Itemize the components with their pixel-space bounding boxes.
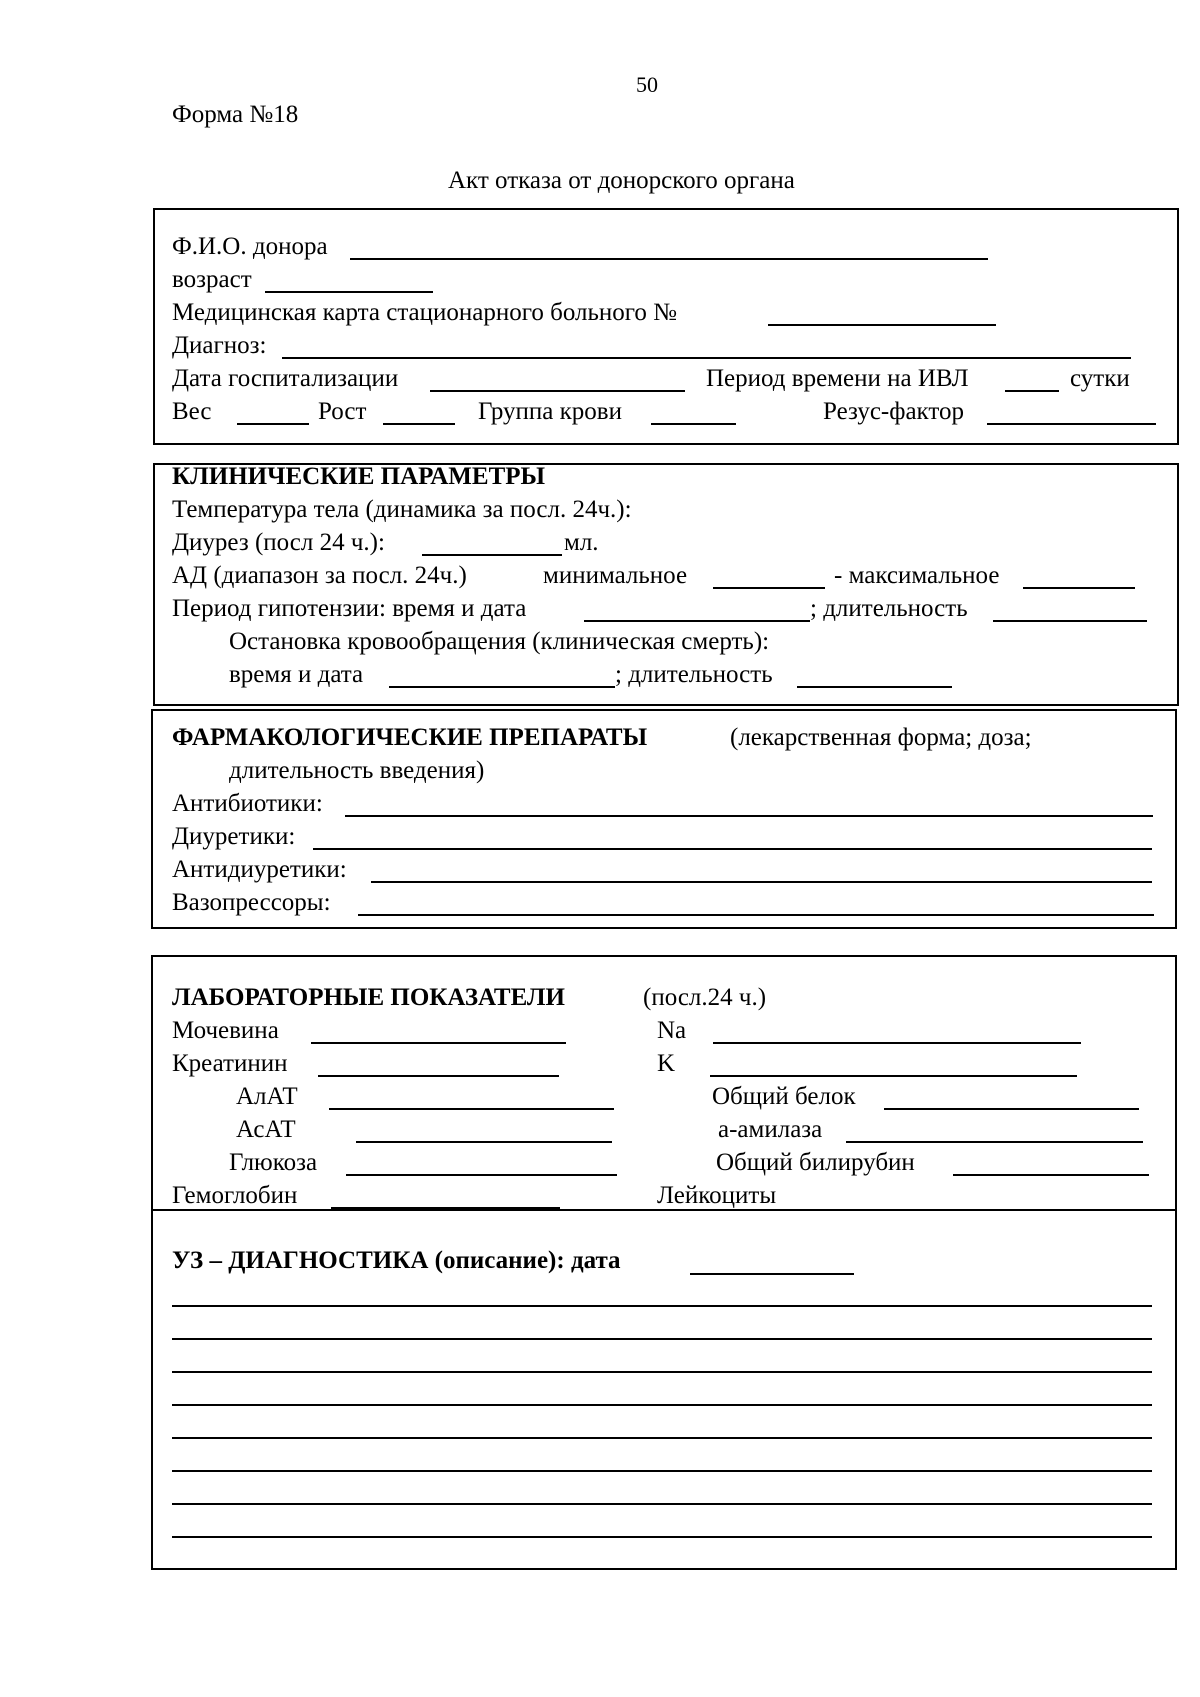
us-heading: УЗ – ДИАГНОСТИКА (описание): дата: [172, 1247, 621, 1274]
us-line-2[interactable]: [172, 1338, 1152, 1340]
us-line-7[interactable]: [172, 1503, 1152, 1505]
protein-field[interactable]: [884, 1108, 1139, 1110]
bilirubin-field[interactable]: [953, 1174, 1149, 1176]
ivl-period-field[interactable]: [1005, 390, 1059, 392]
hypotension-label: Период гипотензии: время и дата: [172, 595, 527, 622]
na-field[interactable]: [713, 1042, 1081, 1044]
blood-group-field[interactable]: [651, 423, 736, 425]
rhesus-field[interactable]: [987, 423, 1156, 425]
arrest-time-label: время и дата: [229, 661, 364, 688]
age-label: возраст: [172, 266, 252, 293]
hypotension-duration-field[interactable]: [993, 620, 1147, 622]
glucose-label: Глюкоза: [229, 1149, 318, 1176]
alat-label: АлАТ: [236, 1083, 298, 1110]
na-label: Na: [657, 1017, 687, 1044]
bp-min-label: минимальное: [543, 562, 688, 589]
glucose-field[interactable]: [346, 1174, 617, 1176]
vasopressors-label: Вазопрессоры:: [172, 889, 331, 916]
diuretics-label: Диуретики:: [172, 823, 296, 850]
diuresis-label: Диурез (посл 24 ч.):: [172, 529, 385, 556]
form-label: Форма №18: [172, 101, 299, 128]
us-line-6[interactable]: [172, 1470, 1152, 1472]
hosp-date-label: Дата госпитализации: [172, 365, 399, 392]
diagnosis-label: Диагноз:: [172, 332, 267, 359]
page-number: 50: [636, 72, 658, 97]
us-line-8[interactable]: [172, 1536, 1152, 1538]
vasopressors-field[interactable]: [358, 914, 1154, 916]
days-label: сутки: [1070, 365, 1130, 392]
amylase-field[interactable]: [846, 1141, 1143, 1143]
antidiuretics-field[interactable]: [371, 881, 1152, 883]
us-line-4[interactable]: [172, 1404, 1152, 1406]
urea-field[interactable]: [311, 1042, 566, 1044]
pharm-heading: ФАРМАКОЛОГИЧЕСКИЕ ПРЕПАРАТЫ: [172, 724, 648, 751]
hypotension-duration-label: ; длительность: [810, 595, 968, 622]
leukocytes-label: Лейкоциты: [657, 1182, 777, 1209]
k-label: K: [657, 1050, 676, 1077]
bp-max-label: - максимальное: [834, 562, 1000, 589]
hemoglobin-field[interactable]: [331, 1207, 560, 1209]
antibiotics-field[interactable]: [345, 815, 1153, 817]
height-field[interactable]: [383, 423, 455, 425]
creatinine-field[interactable]: [318, 1075, 559, 1077]
ml-label: мл.: [564, 529, 599, 556]
us-date-field[interactable]: [690, 1273, 854, 1275]
diagnosis-field[interactable]: [282, 357, 1131, 359]
creatinine-label: Креатинин: [172, 1050, 288, 1077]
alat-field[interactable]: [329, 1108, 614, 1110]
lab-heading: ЛАБОРАТОРНЫЕ ПОКАЗАТЕЛИ: [172, 984, 565, 1011]
bilirubin-label: Общий билирубин: [716, 1149, 915, 1176]
weight-field[interactable]: [237, 423, 309, 425]
k-field[interactable]: [710, 1075, 1077, 1077]
weight-label: Вес: [172, 398, 212, 425]
clinical-heading: КЛИНИЧЕСКИЕ ПАРАМЕТРЫ: [172, 463, 546, 490]
medcard-label: Медицинская карта стационарного больного №: [172, 299, 678, 326]
arrest-duration-label: ; длительность: [615, 661, 773, 688]
pharm-note-2: длительность введения): [229, 757, 485, 784]
arrest-date-field[interactable]: [389, 686, 615, 688]
blood-group-label: Группа крови: [478, 398, 622, 425]
hemoglobin-label: Гемоглобин: [172, 1182, 298, 1209]
pharm-note: (лекарственная форма; доза;: [730, 724, 1032, 751]
bp-min-field[interactable]: [713, 587, 825, 589]
asat-field[interactable]: [356, 1141, 612, 1143]
age-field[interactable]: [265, 291, 433, 293]
medcard-field[interactable]: [768, 324, 996, 326]
protein-label: Общий белок: [712, 1083, 856, 1110]
height-label: Рост: [318, 398, 367, 425]
arrest-label: Остановка кровообращения (клиническая смерть):: [229, 628, 770, 655]
diuretics-field[interactable]: [313, 848, 1152, 850]
amylase-label: a-амилаза: [718, 1116, 823, 1143]
lab-period: (посл.24 ч.): [643, 984, 767, 1011]
page-title: Акт отказа от донорского органа: [448, 167, 795, 194]
rhesus-label: Резус-фактор: [823, 398, 964, 425]
us-line-5[interactable]: [172, 1437, 1152, 1439]
arrest-duration-field[interactable]: [797, 686, 952, 688]
donor-fio-field[interactable]: [350, 258, 988, 260]
bp-max-field[interactable]: [1023, 587, 1135, 589]
us-line-3[interactable]: [172, 1371, 1152, 1373]
antibiotics-label: Антибиотики:: [172, 790, 323, 817]
hosp-date-field[interactable]: [430, 390, 685, 392]
ivl-period-label: Период времени на ИВЛ: [706, 365, 969, 392]
urea-label: Мочевина: [172, 1017, 279, 1044]
antidiuretics-label: Антидиуретики:: [172, 856, 347, 883]
bp-label: АД (диапазон за посл. 24ч.): [172, 562, 467, 589]
diuresis-field[interactable]: [422, 554, 562, 556]
us-line-1[interactable]: [172, 1305, 1152, 1307]
hypotension-date-field[interactable]: [584, 620, 810, 622]
asat-label: АсАТ: [236, 1116, 296, 1143]
temperature-label: Температура тела (динамика за посл. 24ч.):: [172, 496, 632, 523]
donor-fio-label: Ф.И.О. донора: [172, 233, 328, 260]
